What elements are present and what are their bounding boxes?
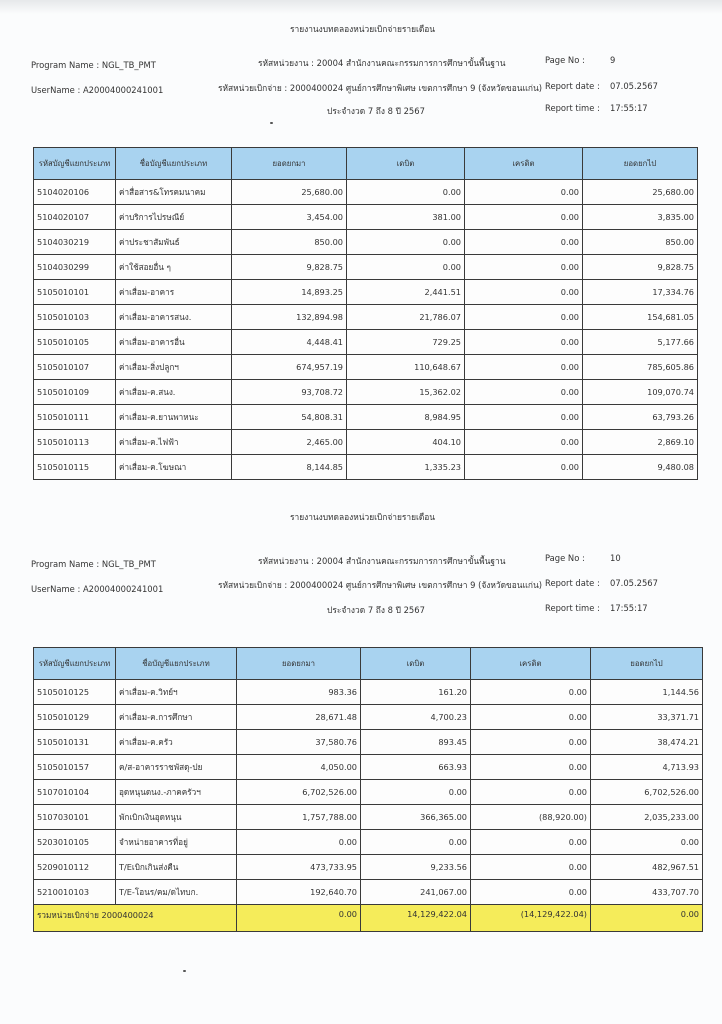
cell-account-name: ค่าเสื่อม-ค.การศึกษา <box>116 705 237 730</box>
cell-credit: 0.00 <box>465 355 583 380</box>
col-header-account-name: ชื่อบัญชีแยกประเภท <box>116 648 237 680</box>
table-row <box>34 880 703 905</box>
report-title: รายงานงบทดลองหน่วยเบิกจ่ายรายเดือน <box>290 24 436 34</box>
cell-brought-forward: 54,808.31 <box>232 405 347 430</box>
cell-debit: 0.00 <box>347 255 465 280</box>
cell-account-name: ค่าเสื่อม-ค.ยานพาหนะ <box>116 405 232 430</box>
disbursement-unit: รหัสหน่วยเบิกจ่าย : 2000400024 ศูนย์การศึกษาพิเศษ เขตการศึกษา 9 (จังหวัดขอนแก่น) <box>218 580 542 590</box>
cell-credit: 0.00 <box>465 405 583 430</box>
cell-credit: 0.00 <box>471 880 591 905</box>
table-row <box>34 205 698 230</box>
cell-debit: 0.00 <box>361 780 471 805</box>
cell-debit: 241,067.00 <box>361 880 471 905</box>
agency-unit: รหัสหน่วยงาน : 20004 สำนักงานคณะกรรมการการศึกษาขั้นพื้นฐาน <box>258 556 506 566</box>
cell-brought-forward: 192,640.70 <box>237 880 361 905</box>
ledger-table-page-9 <box>33 147 698 480</box>
cell-debit: 381.00 <box>347 205 465 230</box>
cell-carried-forward: 482,967.51 <box>591 855 703 880</box>
user-name: UserName : A20004000241001 <box>31 584 164 594</box>
scan-edge-shadow <box>0 0 722 14</box>
cell-credit: 0.00 <box>465 430 583 455</box>
cell-debit: 0.00 <box>347 180 465 205</box>
col-header-brought-forward: ยอดยกมา <box>232 148 347 180</box>
cell-debit: 8,984.95 <box>347 405 465 430</box>
cell-debit: 663.93 <box>361 755 471 780</box>
cell-brought-forward: 2,465.00 <box>232 430 347 455</box>
cell-debit: 893.45 <box>361 730 471 755</box>
total-credit: (14,129,422.04) <box>471 905 591 932</box>
cell-brought-forward: 1,757,788.00 <box>237 805 361 830</box>
report-date-label: Report date : <box>545 578 600 588</box>
cell-account-code: 5209010112 <box>34 855 116 880</box>
cell-brought-forward: 28,671.48 <box>237 705 361 730</box>
cell-credit: 0.00 <box>471 855 591 880</box>
cell-account-name: T/E-โอนร/คม/ดไทบก. <box>116 880 237 905</box>
cell-credit: 0.00 <box>465 180 583 205</box>
report-time-label: Report time : <box>545 103 600 113</box>
cell-brought-forward: 674,957.19 <box>232 355 347 380</box>
table-row <box>34 730 703 755</box>
cell-credit: 0.00 <box>465 230 583 255</box>
cell-credit: 0.00 <box>465 280 583 305</box>
cell-brought-forward: 9,828.75 <box>232 255 347 280</box>
col-header-brought-forward: ยอดยกมา <box>237 648 361 680</box>
cell-account-code: 5105010131 <box>34 730 116 755</box>
table-row <box>34 330 698 355</box>
cell-account-code: 5105010105 <box>34 330 116 355</box>
cell-carried-forward: 38,474.21 <box>591 730 703 755</box>
table-row <box>34 355 698 380</box>
cell-brought-forward: 4,448.41 <box>232 330 347 355</box>
program-name: Program Name : NGL_TB_PMT <box>31 60 156 70</box>
cell-debit: 4,700.23 <box>361 705 471 730</box>
cell-brought-forward: 14,893.25 <box>232 280 347 305</box>
table-row <box>34 280 698 305</box>
col-header-credit: เครดิต <box>465 148 583 180</box>
cell-credit: 0.00 <box>465 205 583 230</box>
cell-debit: 0.00 <box>361 830 471 855</box>
table-row <box>34 230 698 255</box>
cell-carried-forward: 109,070.74 <box>583 380 698 405</box>
cell-credit: 0.00 <box>471 705 591 730</box>
table-row <box>34 805 703 830</box>
report-date-value: 07.05.2567 <box>610 81 658 91</box>
program-name: Program Name : NGL_TB_PMT <box>31 559 156 569</box>
col-header-carried-forward: ยอดยกไป <box>583 148 698 180</box>
table-row <box>34 755 703 780</box>
cell-carried-forward: 1,144.56 <box>591 680 703 705</box>
col-header-account-code: รหัสบัญชีแยกประเภท <box>34 148 116 180</box>
cell-carried-forward: 154,681.05 <box>583 305 698 330</box>
report-date-label: Report date : <box>545 81 600 91</box>
cell-carried-forward: 17,334.76 <box>583 280 698 305</box>
cell-account-code: 5107030101 <box>34 805 116 830</box>
table-row <box>34 380 698 405</box>
report-time-label: Report time : <box>545 603 600 613</box>
col-header-debit: เดบิต <box>361 648 471 680</box>
cell-credit: 0.00 <box>471 730 591 755</box>
cell-account-code: 5104020106 <box>34 180 116 205</box>
cell-carried-forward: 785,605.86 <box>583 355 698 380</box>
cell-account-name: ค่าเสื่อม-ค.วิทย์ฯ <box>116 680 237 705</box>
cell-credit: 0.00 <box>465 380 583 405</box>
cell-credit: 0.00 <box>471 830 591 855</box>
col-header-account-name: ชื่อบัญชีแยกประเภท <box>116 148 232 180</box>
cell-brought-forward: 6,702,526.00 <box>237 780 361 805</box>
total-label: รวมหน่วยเบิกจ่าย 2000400024 <box>34 905 237 932</box>
scan-speck <box>270 122 273 124</box>
cell-carried-forward: 3,835.00 <box>583 205 698 230</box>
table-header-row <box>34 648 703 680</box>
cell-carried-forward: 5,177.66 <box>583 330 698 355</box>
cell-account-name: พักเบิกเงินอุดหนุน <box>116 805 237 830</box>
cell-account-code: 5203010105 <box>34 830 116 855</box>
cell-carried-forward: 33,371.71 <box>591 705 703 730</box>
cell-account-code: 5104030299 <box>34 255 116 280</box>
cell-debit: 110,648.67 <box>347 355 465 380</box>
cell-debit: 366,365.00 <box>361 805 471 830</box>
cell-account-code: 5105010101 <box>34 280 116 305</box>
cell-credit: 0.00 <box>465 455 583 480</box>
cell-account-code: 5105010107 <box>34 355 116 380</box>
cell-debit: 161.20 <box>361 680 471 705</box>
page-no-value: 10 <box>610 553 621 563</box>
cell-credit: 0.00 <box>471 780 591 805</box>
report-title: รายงานงบทดลองหน่วยเบิกจ่ายรายเดือน <box>290 512 436 522</box>
cell-account-name: ค่าใช้สอยอื่น ๆ <box>116 255 232 280</box>
scan-speck <box>183 970 186 972</box>
cell-carried-forward: 63,793.26 <box>583 405 698 430</box>
cell-carried-forward: 433,707.70 <box>591 880 703 905</box>
ledger-table-page-10 <box>33 647 703 932</box>
table-row <box>34 830 703 855</box>
cell-account-code: 5105010109 <box>34 380 116 405</box>
cell-account-code: 5104020107 <box>34 205 116 230</box>
cell-carried-forward: 25,680.00 <box>583 180 698 205</box>
table-row <box>34 305 698 330</box>
cell-account-name: ค่าเสื่อม-อาคารอื่น <box>116 330 232 355</box>
cell-brought-forward: 132,894.98 <box>232 305 347 330</box>
cell-carried-forward: 9,480.08 <box>583 455 698 480</box>
cell-carried-forward: 2,035,233.00 <box>591 805 703 830</box>
cell-debit: 729.25 <box>347 330 465 355</box>
cell-account-name: ค่าเสื่อม-ค.โฆษณา <box>116 455 232 480</box>
cell-account-name: T/Eเบิกเกินส่งคืน <box>116 855 237 880</box>
cell-account-code: 5105010129 <box>34 705 116 730</box>
table-row <box>34 680 703 705</box>
cell-account-code: 5105010125 <box>34 680 116 705</box>
col-header-account-code: รหัสบัญชีแยกประเภท <box>34 648 116 680</box>
table-row <box>34 705 703 730</box>
table-row <box>34 430 698 455</box>
cell-credit: 0.00 <box>465 305 583 330</box>
cell-carried-forward: 0.00 <box>591 830 703 855</box>
cell-account-code: 5105010157 <box>34 755 116 780</box>
cell-account-name: ค่าเสื่อม-อาคารสนง. <box>116 305 232 330</box>
cell-credit: (88,920.00) <box>471 805 591 830</box>
cell-brought-forward: 4,050.00 <box>237 755 361 780</box>
col-header-carried-forward: ยอดยกไป <box>591 648 703 680</box>
cell-debit: 2,441.51 <box>347 280 465 305</box>
cell-account-code: 5105010111 <box>34 405 116 430</box>
cell-account-name: ค่าเสื่อม-ค.ไฟฟ้า <box>116 430 232 455</box>
cell-account-code: 5105010103 <box>34 305 116 330</box>
cell-carried-forward: 2,869.10 <box>583 430 698 455</box>
report-time-value: 17:55:17 <box>610 103 648 113</box>
report-time-value: 17:55:17 <box>610 603 648 613</box>
report-period: ประจำงวด 7 ถึง 8 ปี 2567 <box>327 605 425 615</box>
table-row <box>34 780 703 805</box>
page-no-value: 9 <box>610 55 616 65</box>
cell-brought-forward: 3,454.00 <box>232 205 347 230</box>
cell-debit: 9,233.56 <box>361 855 471 880</box>
cell-carried-forward: 6,702,526.00 <box>591 780 703 805</box>
cell-account-code: 5210010103 <box>34 880 116 905</box>
cell-brought-forward: 25,680.00 <box>232 180 347 205</box>
cell-account-name: ค่าสื่อสาร&โทรคมนาคม <box>116 180 232 205</box>
cell-account-code: 5104030219 <box>34 230 116 255</box>
cell-account-name: ค่าประชาสัมพันธ์ <box>116 230 232 255</box>
col-header-credit: เครดิต <box>471 648 591 680</box>
cell-credit: 0.00 <box>471 680 591 705</box>
table-row <box>34 455 698 480</box>
report-period: ประจำงวด 7 ถึง 8 ปี 2567 <box>327 106 425 116</box>
table-row <box>34 855 703 880</box>
cell-account-name: ค/ส-อาคารราชพัสดุ-ปย <box>116 755 237 780</box>
total-brought-forward: 0.00 <box>237 905 361 932</box>
cell-debit: 1,335.23 <box>347 455 465 480</box>
table-row <box>34 405 698 430</box>
cell-brought-forward: 850.00 <box>232 230 347 255</box>
cell-account-code: 5107010104 <box>34 780 116 805</box>
cell-debit: 21,786.07 <box>347 305 465 330</box>
cell-credit: 0.00 <box>471 755 591 780</box>
cell-credit: 0.00 <box>465 330 583 355</box>
cell-account-name: ค่าเสื่อม-ค.สนง. <box>116 380 232 405</box>
cell-account-name: ค่าบริการไปรษณีย์ <box>116 205 232 230</box>
cell-debit: 0.00 <box>347 230 465 255</box>
cell-carried-forward: 9,828.75 <box>583 255 698 280</box>
total-carried-forward: 0.00 <box>591 905 703 932</box>
cell-account-code: 5105010115 <box>34 455 116 480</box>
cell-account-name: จำหน่ายอาคารที่อยู่ <box>116 830 237 855</box>
cell-carried-forward: 4,713.93 <box>591 755 703 780</box>
cell-account-name: ค่าเสื่อม-ค.ครัว <box>116 730 237 755</box>
cell-brought-forward: 0.00 <box>237 830 361 855</box>
page-no-label: Page No : <box>545 55 585 65</box>
user-name: UserName : A20004000241001 <box>31 85 164 95</box>
report-date-value: 07.05.2567 <box>610 578 658 588</box>
cell-account-code: 5105010113 <box>34 430 116 455</box>
cell-brought-forward: 37,580.76 <box>237 730 361 755</box>
col-header-debit: เดบิต <box>347 148 465 180</box>
cell-debit: 15,362.02 <box>347 380 465 405</box>
cell-carried-forward: 850.00 <box>583 230 698 255</box>
table-row <box>34 255 698 280</box>
total-debit: 14,129,422.04 <box>361 905 471 932</box>
agency-unit: รหัสหน่วยงาน : 20004 สำนักงานคณะกรรมการการศึกษาขั้นพื้นฐาน <box>258 58 506 68</box>
cell-brought-forward: 93,708.72 <box>232 380 347 405</box>
cell-brought-forward: 473,733.95 <box>237 855 361 880</box>
cell-brought-forward: 8,144.85 <box>232 455 347 480</box>
total-row <box>34 905 703 932</box>
cell-debit: 404.10 <box>347 430 465 455</box>
table-row <box>34 180 698 205</box>
cell-account-name: อุดหนุนดนง.-ภาคครัวฯ <box>116 780 237 805</box>
page-no-label: Page No : <box>545 553 585 563</box>
cell-account-name: ค่าเสื่อม-สิ่งปลูกฯ <box>116 355 232 380</box>
table-header-row <box>34 148 698 180</box>
cell-credit: 0.00 <box>465 255 583 280</box>
disbursement-unit: รหัสหน่วยเบิกจ่าย : 2000400024 ศูนย์การศึกษาพิเศษ เขตการศึกษา 9 (จังหวัดขอนแก่น) <box>218 83 542 93</box>
cell-brought-forward: 983.36 <box>237 680 361 705</box>
cell-account-name: ค่าเสื่อม-อาคาร <box>116 280 232 305</box>
